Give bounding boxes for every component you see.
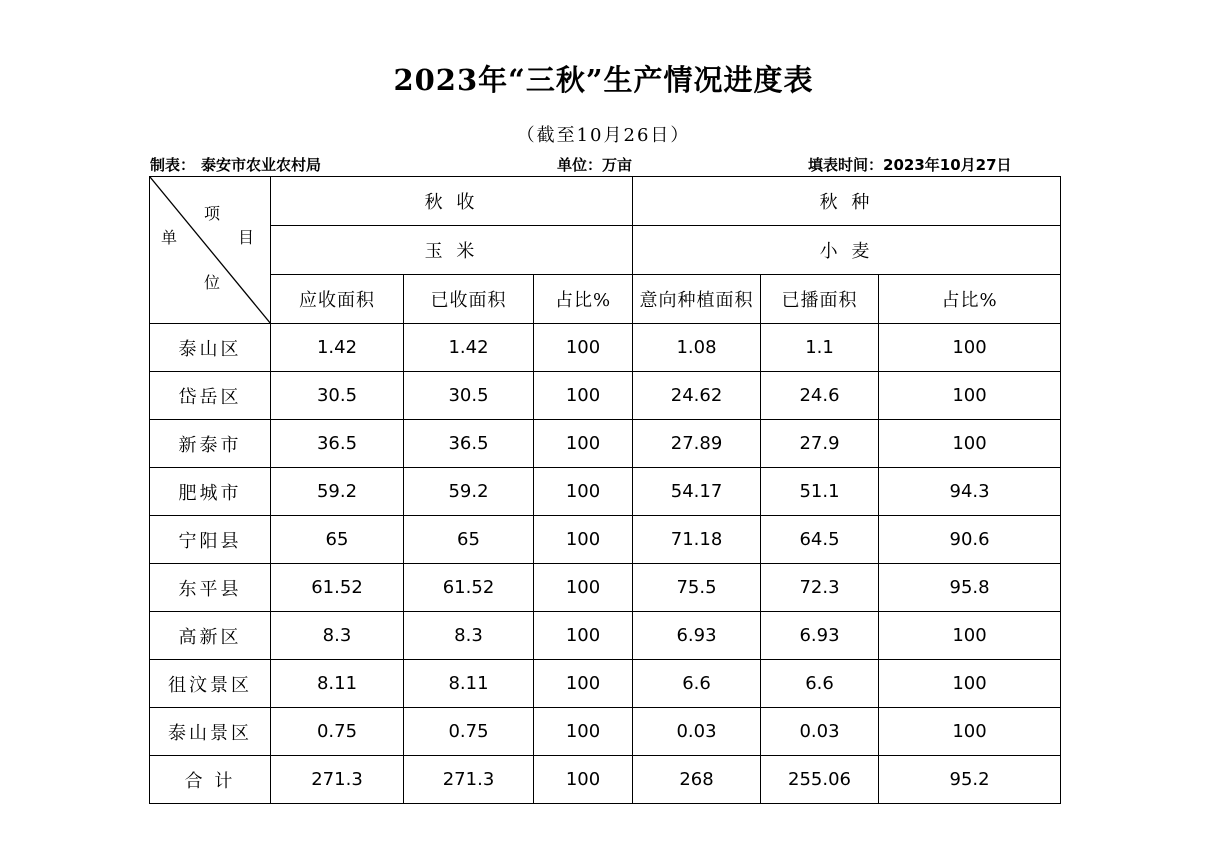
region-name-cell: 泰山区	[150, 324, 271, 372]
value-cell: 100	[534, 564, 633, 612]
region-name-cell: 宁阳县	[150, 516, 271, 564]
value-cell: 90.6	[879, 516, 1061, 564]
value-cell: 27.89	[633, 420, 761, 468]
value-cell: 100	[879, 708, 1061, 756]
region-name-cell: 高新区	[150, 612, 271, 660]
table-row	[150, 756, 1061, 804]
value-cell: 100	[879, 660, 1061, 708]
column-header: 意向种植面积	[633, 275, 761, 324]
value-cell: 100	[534, 372, 633, 420]
value-cell: 1.42	[404, 324, 534, 372]
value-cell: 75.5	[633, 564, 761, 612]
autumn-harvest-header: 秋 收	[271, 177, 633, 226]
table-row	[150, 420, 1061, 468]
value-cell: 0.75	[271, 708, 404, 756]
region-name-cell: 东平县	[150, 564, 271, 612]
value-cell: 268	[633, 756, 761, 804]
column-header: 应收面积	[271, 275, 404, 324]
column-header: 已播面积	[761, 275, 879, 324]
value-cell: 100	[534, 612, 633, 660]
unit-value: 万亩	[602, 156, 633, 174]
table-row	[150, 468, 1061, 516]
unit-info	[557, 154, 632, 175]
value-cell: 6.6	[633, 660, 761, 708]
table-row	[150, 708, 1061, 756]
value-cell: 100	[534, 324, 633, 372]
maker-label: 制表：	[150, 156, 196, 174]
table-row	[150, 660, 1061, 708]
value-cell: 95.8	[879, 564, 1061, 612]
value-cell: 100	[534, 420, 633, 468]
value-cell: 255.06	[761, 756, 879, 804]
value-cell: 61.52	[404, 564, 534, 612]
value-cell: 59.2	[404, 468, 534, 516]
value-cell: 94.3	[879, 468, 1061, 516]
value-cell: 100	[879, 324, 1061, 372]
value-cell: 0.03	[633, 708, 761, 756]
date-info	[808, 154, 1012, 175]
table-row	[150, 324, 1061, 372]
value-cell: 65	[404, 516, 534, 564]
value-cell: 27.9	[761, 420, 879, 468]
region-name-cell: 泰山景区	[150, 708, 271, 756]
value-cell: 1.1	[761, 324, 879, 372]
value-cell: 100	[534, 468, 633, 516]
maker-value: 泰安市农业农村局	[201, 156, 322, 174]
column-header: 已收面积	[404, 275, 534, 324]
value-cell: 8.3	[404, 612, 534, 660]
value-cell: 24.62	[633, 372, 761, 420]
value-cell: 72.3	[761, 564, 879, 612]
autumn-sowing-header: 秋 种	[633, 177, 1061, 226]
value-cell: 8.3	[271, 612, 404, 660]
value-cell: 100	[534, 516, 633, 564]
page-title: 2023年“三秋”生产情况进度表	[393, 63, 814, 97]
value-cell: 271.3	[271, 756, 404, 804]
value-cell: 100	[879, 420, 1061, 468]
value-cell: 100	[534, 756, 633, 804]
value-cell: 6.6	[761, 660, 879, 708]
value-cell: 95.2	[879, 756, 1061, 804]
region-name-cell: 新泰市	[150, 420, 271, 468]
value-cell: 271.3	[404, 756, 534, 804]
date-label: 填表时间：	[808, 156, 884, 174]
value-cell: 100	[879, 372, 1061, 420]
value-cell: 54.17	[633, 468, 761, 516]
page-subtitle: （截至10月26日）	[516, 125, 691, 146]
value-cell: 64.5	[761, 516, 879, 564]
value-cell: 8.11	[271, 660, 404, 708]
value-cell: 100	[534, 708, 633, 756]
table-row	[150, 516, 1061, 564]
corner-header-cell	[150, 177, 271, 324]
value-cell: 1.42	[271, 324, 404, 372]
value-cell: 71.18	[633, 516, 761, 564]
value-cell: 0.03	[761, 708, 879, 756]
value-cell: 51.1	[761, 468, 879, 516]
date-value: 2023年10月27日	[883, 156, 1012, 174]
region-name-cell: 肥城市	[150, 468, 271, 516]
progress-table	[149, 176, 1061, 804]
region-name-cell: 徂汶景区	[150, 660, 271, 708]
value-cell: 8.11	[404, 660, 534, 708]
maker-info	[150, 154, 321, 175]
value-cell: 36.5	[404, 420, 534, 468]
value-cell: 24.6	[761, 372, 879, 420]
value-cell: 61.52	[271, 564, 404, 612]
value-cell: 65	[271, 516, 404, 564]
table-body	[150, 324, 1061, 804]
corner-dan-label: 单	[161, 228, 178, 247]
table-row	[150, 564, 1061, 612]
corner-mu-label: 目	[238, 228, 255, 247]
value-cell: 36.5	[271, 420, 404, 468]
value-cell: 30.5	[271, 372, 404, 420]
value-cell: 1.08	[633, 324, 761, 372]
corner-wei-label: 位	[204, 273, 221, 292]
value-cell: 59.2	[271, 468, 404, 516]
column-header: 占比%	[879, 275, 1061, 324]
wheat-header: 小 麦	[633, 226, 1061, 275]
value-cell: 6.93	[633, 612, 761, 660]
unit-label: 单位：	[557, 156, 603, 174]
value-cell: 100	[534, 660, 633, 708]
table-row	[150, 372, 1061, 420]
value-cell: 100	[879, 612, 1061, 660]
table-row	[150, 612, 1061, 660]
value-cell: 6.93	[761, 612, 879, 660]
value-cell: 0.75	[404, 708, 534, 756]
region-name-cell: 合 计	[150, 756, 271, 804]
column-header: 占比%	[534, 275, 633, 324]
region-name-cell: 岱岳区	[150, 372, 271, 420]
diagonal-line	[150, 177, 271, 324]
value-cell: 30.5	[404, 372, 534, 420]
corn-header: 玉 米	[271, 226, 633, 275]
corner-item-label: 项	[204, 204, 221, 223]
